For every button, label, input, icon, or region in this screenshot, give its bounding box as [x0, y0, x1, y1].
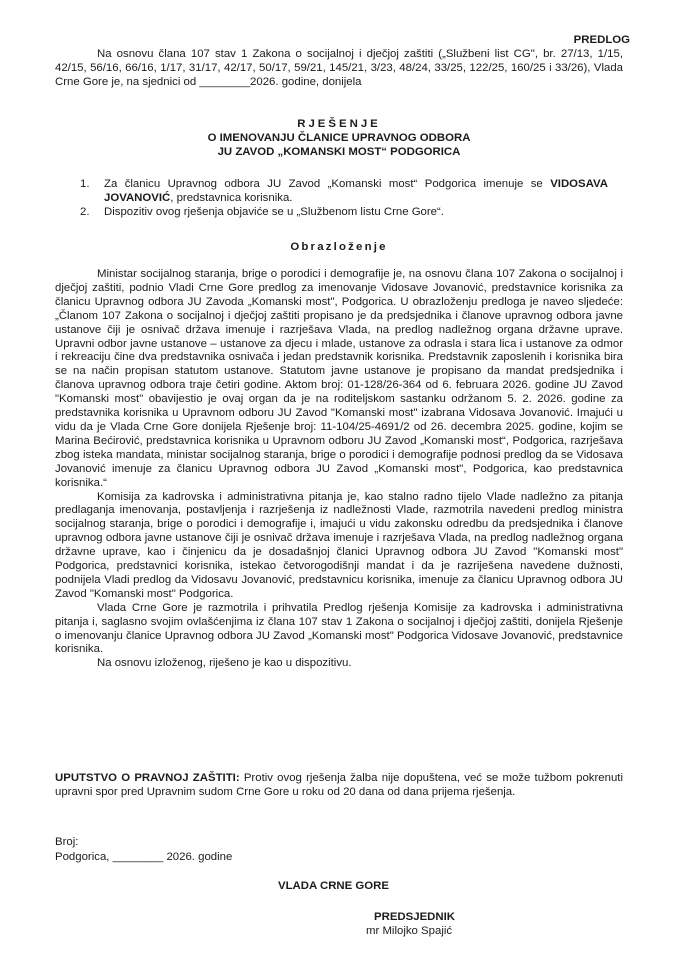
place-date: Podgorica, ________ 2026. godine — [55, 851, 233, 863]
item-text-part: , predstavnica korisnika. — [170, 191, 293, 204]
list-item-text — [104, 178, 608, 206]
intro-paragraph: Na osnovu člana 107 stav 1 Zakona o socijalnoj i dječjoj zaštiti („Službeni list CG", br. 27/13, 1/15, 42/15, 56/16, 66/16, 1/17, 31/17, 42/17, 50/17, 59/21, 145/21, 3/23, 48/24, 33/25, 122/25, 160/25 i 33/26), Vlada Crne Gore je, na sjednici od ________2026. godine, donijela — [55, 48, 623, 88]
signature-name: mr Milojko Spajić — [366, 925, 453, 937]
list-item-number: 1. — [80, 178, 90, 190]
reasoning-body — [55, 268, 623, 671]
reasoning-heading: Obrazloženje — [290, 241, 388, 253]
government-name: VLADA CRNE GORE — [278, 880, 389, 892]
reasoning-paragraph: Ministar socijalnog staranja, brige o porodici i demografije je, na osnovu člana 107 Zakona o socijalnoj i dječjoj zaštiti, podnio Vladi Crne Gore predlog za imenovanje Vidosave Jovanović, predstavnice korisnika za članicu Upravnog odbora JU Zavoda „Komanski most", Podgorica. U obrazloženju predloga je naveo sljedeće: „Članom 107 Zakona o socijalnoj i dječjoj zaštiti propisano je da predsjednika i članove upravnog odbora javne ustanove čiji je osnivač država imenuje i razrješava Vlada, na predlog nadležnog organa državne uprave. Upravni odbor javne ustanove – ustanove za djecu i mlade, ustanove za odrasla i stara lica i ustanove za odmor i rekreaciju čine dva predstavnika osnivača i jedan predstavnik korisnika. Predstavnik zaposlenih i korisnika bira se na način propisan statutom ustanove. Statutom javne ustanove je propisano da mandat predsjednika i članova upravnog odbora traje četiri godine. Aktom broj: 01-128/26-364 od 6. februara 2026. godine JU Zavod "Komanski most" obavijestio je ovaj organ da je na roditeljskom sastanku održanom 5. 2. 2026. godine za predstavnika korisnika u Upravnom odboru JU Zavod "Komanski most" izabrana Vidosava Jovanović. Imajući u vidu da je Vlada Crne Gore donijela Rješenje broj: 11-104/25-4691/2 od 26. decembra 2025. godine, kojim se Marina Bećirović, predstavnica korisnika u Upravnom odboru JU Zavod „Komanski most“, Podgorica, razrješava zbog isteka mandata, ministar socijalnog staranja, brige o porodici i demografije podnosi predlog da se Vidosava Jovanović imenuje za članicu Upravnog odbora JU Zavod „Komanski most", Podgorica, kao predstavnica korisnika.“ — [55, 268, 623, 489]
list-item-number: 2. — [80, 205, 90, 218]
document-title — [55, 118, 623, 160]
legal-remedy-text: Protiv ovog rješenja žalba nije dopuštena, već se može tužbom pokrenuti upravni spor pred Upravnim sudom Crne Gore u roku od 20 dana od dana prijema rješenja. — [55, 772, 623, 798]
legal-remedy-label: UPUTSTVO O PRAVNOJ ZAŠTITI: — [55, 772, 240, 784]
reasoning-paragraph: Vlada Crne Gore je razmotrila i prihvatila Predlog rješenja Komisije za kadrovska i administrativna pitanja i, saglasno svojim ovlašćenjima iz člana 107 stav 1 Zakona o socijalnoj i dječjoj zaštiti, donijela Rješenje o imenovanju članice Upravnog odbora JU Zavod „Komanski most" Podgorica Vidosave Jovanović, predstavnice korisnika. — [55, 601, 623, 656]
legal-remedy-paragraph — [55, 772, 623, 800]
reasoning-paragraph: Na osnovu izloženog, riješeno je kao u dispozitivu. — [97, 657, 352, 670]
title-line-3: JU ZAVOD „KOMANSKI MOST“ PODGORICA — [217, 145, 461, 158]
title-line-2: O IMENOVANJU ČLANICE UPRAVNOG ODBORA — [207, 131, 471, 144]
dispositive-list — [80, 178, 608, 220]
title-line-1: RJEŠENJE — [297, 118, 381, 130]
reasoning-paragraph: Komisija za kadrovska i administrativna pitanja je, kao stalno radno tijelo Vlade nadležno za pitanja predlaganja imenovanja, postavljenja i razrješenja iz nadležnosti Vlade, razmotrila navedeni predlog ministra socijalnog staranja, brige o porodici i demografije i, imajući u vidu zakonsku odredbu da predsjednika i članove upravnog odbora javne ustanove čiji je osnivač država imenuje i razrješava Vlada, na predlog nadležnog organa državne uprave, kao i činjenicu da je dosadašnjoj članici Upravnog odbora JU Zavod "Komanski most" Podgorica, predstavnici korisnika, istekao četvorogodišnji mandat i da je razriješena navedene dužnosti, podnijela Vladi predlog da Vidosavu Jovanović, predstavnicu korisnika, imenuje za članicu Upravnog odbora JU Zavod "Komanski most" Podgorica. — [55, 490, 623, 600]
item-text-part: Za članicu Upravnog odbora JU Zavod „Komanski most“ Podgorica imenuje se — [104, 178, 551, 190]
list-item — [80, 206, 608, 220]
appointee-name: VIDOSAVA JOVANOVIĆ — [104, 178, 608, 204]
list-item — [80, 178, 608, 206]
number-label: Broj: — [55, 836, 79, 848]
signature-title: PREDSJEDNIK — [374, 911, 456, 923]
document-label: PREDLOG — [573, 34, 630, 46]
list-item-text: Dispozitiv ovog rješenja objaviće se u „Službenom listu Crne Gore“. — [104, 205, 444, 218]
